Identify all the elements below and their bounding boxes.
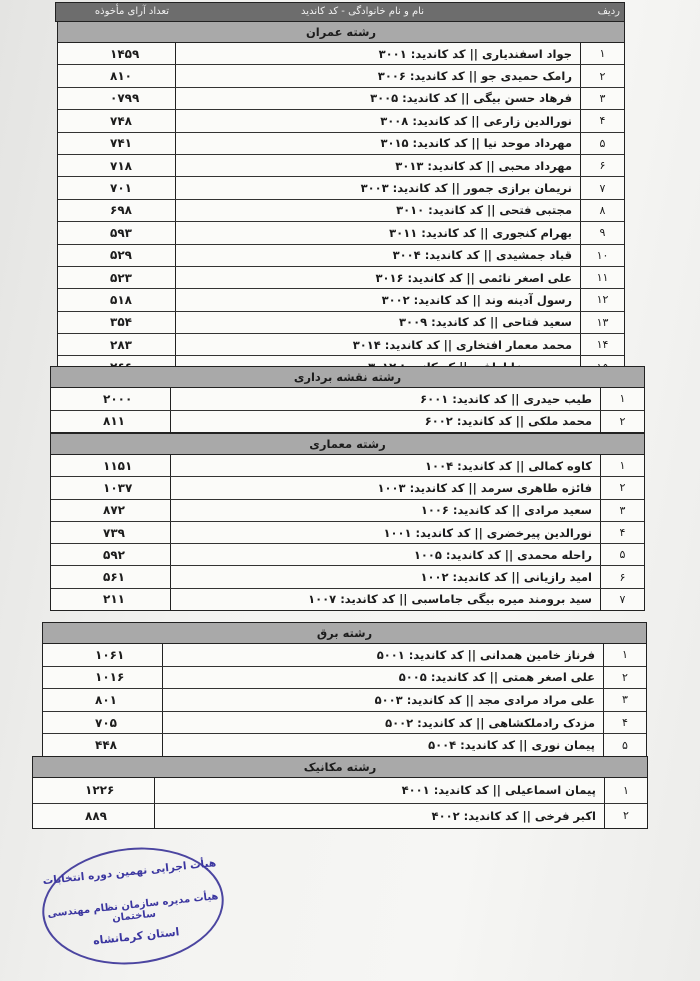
candidate-name: سعید مرادی || کد کاندید: ۱۰۰۶: [171, 500, 601, 521]
candidate-name: رامک حمیدی جو || کد کاندید: ۳۰۰۶: [176, 65, 581, 86]
table-row: [58, 312, 624, 334]
row-number: ۸: [599, 203, 606, 217]
vote-count: ۵۲۹: [58, 245, 176, 266]
candidate-name: علی مراد مرادی مجد || کد کاندید: ۵۰۰۳: [163, 689, 604, 711]
vote-count: ۴۴۸: [43, 734, 163, 756]
vote-count: ۲۰۰۰: [51, 388, 171, 410]
row-number: ۱: [619, 459, 626, 473]
row-number: ۱۲: [596, 293, 609, 307]
table-row: [43, 712, 646, 735]
candidate-name: رسول آدینه وند || کد کاندید: ۳۰۰۲: [176, 289, 581, 310]
row-number: ۷: [619, 592, 626, 606]
table-row: [58, 133, 624, 155]
table-row: [33, 804, 647, 829]
row-number: ۲: [623, 809, 629, 823]
candidate-name: قباد جمشیدی || کد کاندید: ۳۰۰۴: [176, 245, 581, 266]
table-row: [51, 455, 644, 477]
table-row: [58, 289, 624, 311]
table-row: [43, 734, 646, 756]
table-row: [58, 110, 624, 132]
candidate-name: فرهاد حسن بیگی || کد کاندید: ۳۰۰۵: [176, 88, 581, 109]
vote-count: ۷۰۱: [58, 177, 176, 198]
table-row: [58, 155, 624, 177]
candidate-name: علی اصغر همتی || کد کاندید: ۵۰۰۵: [163, 667, 604, 689]
candidate-name: راحله محمدی || کد کاندید: ۱۰۰۵: [171, 544, 601, 565]
group-table: [32, 756, 648, 829]
vote-count: ۸۷۲: [51, 500, 171, 521]
official-stamp: [36, 839, 229, 973]
candidate-name: مهرداد محبی || کد کاندید: ۳۰۱۳: [176, 155, 581, 176]
row-number: ۱: [623, 783, 629, 797]
row-number: ۶: [599, 159, 606, 173]
vote-count: ۱۰۱۶: [43, 667, 163, 689]
candidate-name: فرناز خامین همدانی || کد کاندید: ۵۰۰۱: [163, 644, 604, 666]
vote-count: ۷۴۸: [58, 110, 176, 131]
candidate-name: مزدک رادملکشاهی || کد کاندید: ۵۰۰۲: [163, 712, 604, 734]
table-row: [58, 200, 624, 222]
candidate-name: پیمان نوری || کد کاندید: ۵۰۰۴: [163, 734, 604, 756]
table-row: [58, 222, 624, 244]
row-number: ۶: [619, 570, 626, 584]
table-row: [58, 177, 624, 199]
table-row: [51, 544, 644, 566]
vote-count: ۵۹۲: [51, 544, 171, 565]
row-number: ۵: [622, 738, 628, 752]
table-row: [43, 644, 646, 667]
row-number: ۱۳: [596, 315, 609, 329]
candidate-name: طیب حیدری || کد کاندید: ۶۰۰۱: [171, 388, 601, 410]
row-number: ۴: [619, 526, 626, 540]
group-title: رشته معماری: [51, 434, 644, 455]
stamp-line-3: استان کرمانشاه: [92, 925, 180, 948]
row-number: ۱: [622, 648, 628, 662]
vote-count: ۲۱۱: [51, 589, 171, 610]
row-number: ۱: [619, 392, 626, 406]
candidate-name: جواد اسفندیاری || کد کاندید: ۳۰۰۱: [176, 43, 581, 64]
table-row: [58, 43, 624, 65]
table-row: [43, 667, 646, 690]
candidate-name: علی اصغر نائمی || کد کاندید: ۳۰۱۶: [176, 267, 581, 288]
table-row: [58, 88, 624, 110]
vote-count: ۸۱۰: [58, 65, 176, 86]
table-row: [43, 689, 646, 712]
stamp-line-2: هیأت مدیره سازمان نظام مهندسی ساختمان: [47, 891, 219, 925]
vote-count: ۲۸۳: [58, 334, 176, 355]
row-number: ۵: [599, 136, 606, 150]
vote-count: ۷۳۹: [51, 522, 171, 543]
row-number: ۹: [599, 226, 606, 240]
row-number: ۲: [599, 69, 606, 83]
vote-count: ۶۹۸: [58, 200, 176, 221]
row-number: ۱۴: [596, 338, 609, 352]
candidate-name: مجتبی فتحی || کد کاندید: ۳۰۱۰: [176, 200, 581, 221]
vote-count: ۱۲۲۶: [33, 778, 155, 803]
candidate-name: فائزه طاهری سرمد || کد کاندید: ۱۰۰۳: [171, 477, 601, 498]
row-number: ۲: [622, 670, 628, 684]
row-number: ۳: [622, 693, 628, 707]
vote-count: ۵۹۳: [58, 222, 176, 243]
group-title: رشته عمران: [58, 22, 624, 43]
row-number: ۱: [599, 47, 606, 61]
candidate-name: اکبر فرخی || کد کاندید: ۴۰۰۲: [155, 804, 605, 829]
vote-count: ۸۰۱: [43, 689, 163, 711]
candidate-name: نریمان برازی جمور || کد کاندید: ۳۰۰۳: [176, 177, 581, 198]
vote-count: ۸۸۹: [33, 804, 155, 829]
row-number: ۲: [619, 414, 626, 428]
col-votes-header: تعداد آرای مأخوذه: [94, 6, 169, 17]
vote-count: ۱۴۵۹: [58, 43, 176, 64]
candidate-name: کاوه کمالی || کد کاندید: ۱۰۰۴: [171, 455, 601, 476]
candidate-name: مهرداد موحد نیا || کد کاندید: ۳۰۱۵: [176, 133, 581, 154]
candidate-name: سید برومند میره بیگی جاماسبی || کد کاندید: ۱۰۰۷: [171, 589, 601, 610]
row-number: ۳: [619, 503, 626, 517]
table-row: [51, 477, 644, 499]
row-number: ۵: [619, 548, 626, 562]
vote-count: ۵۶۱: [51, 566, 171, 587]
table-row: [51, 500, 644, 522]
candidate-name: امید رازیانی || کد کاندید: ۱۰۰۲: [171, 566, 601, 587]
vote-count: ۵۱۸: [58, 289, 176, 310]
row-number: ۱۱: [596, 271, 609, 285]
vote-count: ۷۱۸: [58, 155, 176, 176]
table-row: [58, 334, 624, 356]
vote-count: ۷۰۵: [43, 712, 163, 734]
table-row: [33, 778, 647, 804]
table-row: [58, 65, 624, 87]
col-row-header: ردیف: [597, 6, 620, 17]
candidate-name: نورالدین پیرخضری || کد کاندید: ۱۰۰۱: [171, 522, 601, 543]
row-number: ۴: [599, 114, 606, 128]
table-row: [58, 245, 624, 267]
group-title: رشته برق: [43, 623, 646, 644]
vote-count: ۱۰۶۱: [43, 644, 163, 666]
row-number: ۳: [599, 91, 606, 105]
row-number: ۷: [599, 181, 606, 195]
group-table: [57, 21, 625, 379]
group-table: [50, 366, 645, 433]
group-title: رشته نقشه برداری: [51, 367, 644, 388]
candidate-name: محمد ملکی || کد کاندید: ۶۰۰۲: [171, 411, 601, 433]
group-table: [42, 622, 647, 757]
table-row: [51, 388, 644, 411]
row-number: ۱۰: [596, 248, 609, 262]
vote-count: ۰۷۹۹: [58, 88, 176, 109]
candidate-name: سعید فتاحی || کد کاندید: ۳۰۰۹: [176, 312, 581, 333]
col-name-header: نام و نام خانوادگی - کد کاندید: [301, 6, 424, 17]
vote-count: ۷۴۱: [58, 133, 176, 154]
stamp-line-1: هیأت اجرایی نهمین دوره انتخابات: [42, 857, 217, 888]
vote-count: ۳۵۴: [58, 312, 176, 333]
group-table: [50, 433, 645, 611]
candidate-name: بهرام کنجوری || کد کاندید: ۳۰۱۱: [176, 222, 581, 243]
table-row: [51, 522, 644, 544]
group-title: رشته مکانیک: [33, 757, 647, 778]
vote-count: ۱۰۳۷: [51, 477, 171, 498]
vote-count: ۱۱۵۱: [51, 455, 171, 476]
table-row: [51, 566, 644, 588]
candidate-name: نورالدین زارعی || کد کاندید: ۳۰۰۸: [176, 110, 581, 131]
candidate-name: پیمان اسماعیلی || کد کاندید: ۴۰۰۱: [155, 778, 605, 803]
vote-count: ۵۲۳: [58, 267, 176, 288]
row-number: ۴: [622, 716, 628, 730]
table-row: [51, 411, 644, 433]
table-column-header: [55, 2, 625, 22]
table-row: [51, 589, 644, 610]
vote-count: ۸۱۱: [51, 411, 171, 433]
candidate-name: محمد معمار افتخاری || کد کاندید: ۳۰۱۴: [176, 334, 581, 355]
row-number: ۲: [619, 481, 626, 495]
table-row: [58, 267, 624, 289]
